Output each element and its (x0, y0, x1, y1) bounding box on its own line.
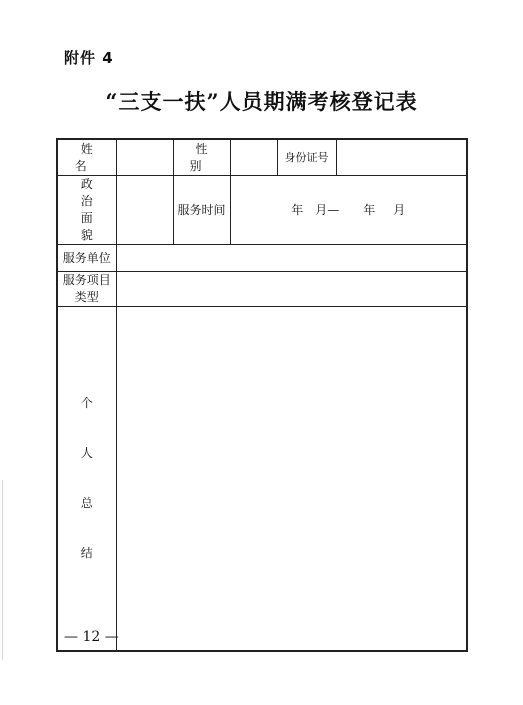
row-service-unit (57, 244, 467, 271)
scan-artifact-line (2, 480, 3, 660)
service-type-label: 服务项目 类型 (57, 271, 116, 306)
service-unit-label: 服务单位 (57, 244, 116, 271)
page-number: — 12 — (64, 629, 119, 645)
row-personal-summary (57, 306, 467, 651)
service-time-field[interactable]: 年 月— 年 月 (230, 175, 467, 244)
personal-summary-field[interactable] (116, 306, 467, 651)
political-status-label: 政 治 面 貌 (57, 175, 116, 244)
political-status-field[interactable] (116, 175, 173, 244)
service-time-label: 服务时间 (173, 175, 230, 244)
page-title: “三支一扶”人员期满考核登记表 (105, 89, 418, 114)
row-basic-info (57, 139, 467, 175)
personal-summary-label: 个 人 总 结 (57, 306, 116, 651)
service-unit-field[interactable] (116, 244, 467, 271)
gender-field[interactable] (230, 139, 277, 175)
row-political-service (57, 175, 467, 244)
id-number-field[interactable] (336, 139, 467, 175)
service-type-field[interactable] (116, 271, 467, 306)
row-service-type (57, 271, 467, 306)
registration-form (56, 138, 468, 652)
attachment-label: 附件 4 (64, 49, 114, 67)
id-number-label: 身份证号 (277, 139, 336, 175)
name-field[interactable] (116, 139, 173, 175)
gender-label: 性 别 (173, 139, 230, 175)
name-label: 姓 名 (57, 139, 116, 175)
